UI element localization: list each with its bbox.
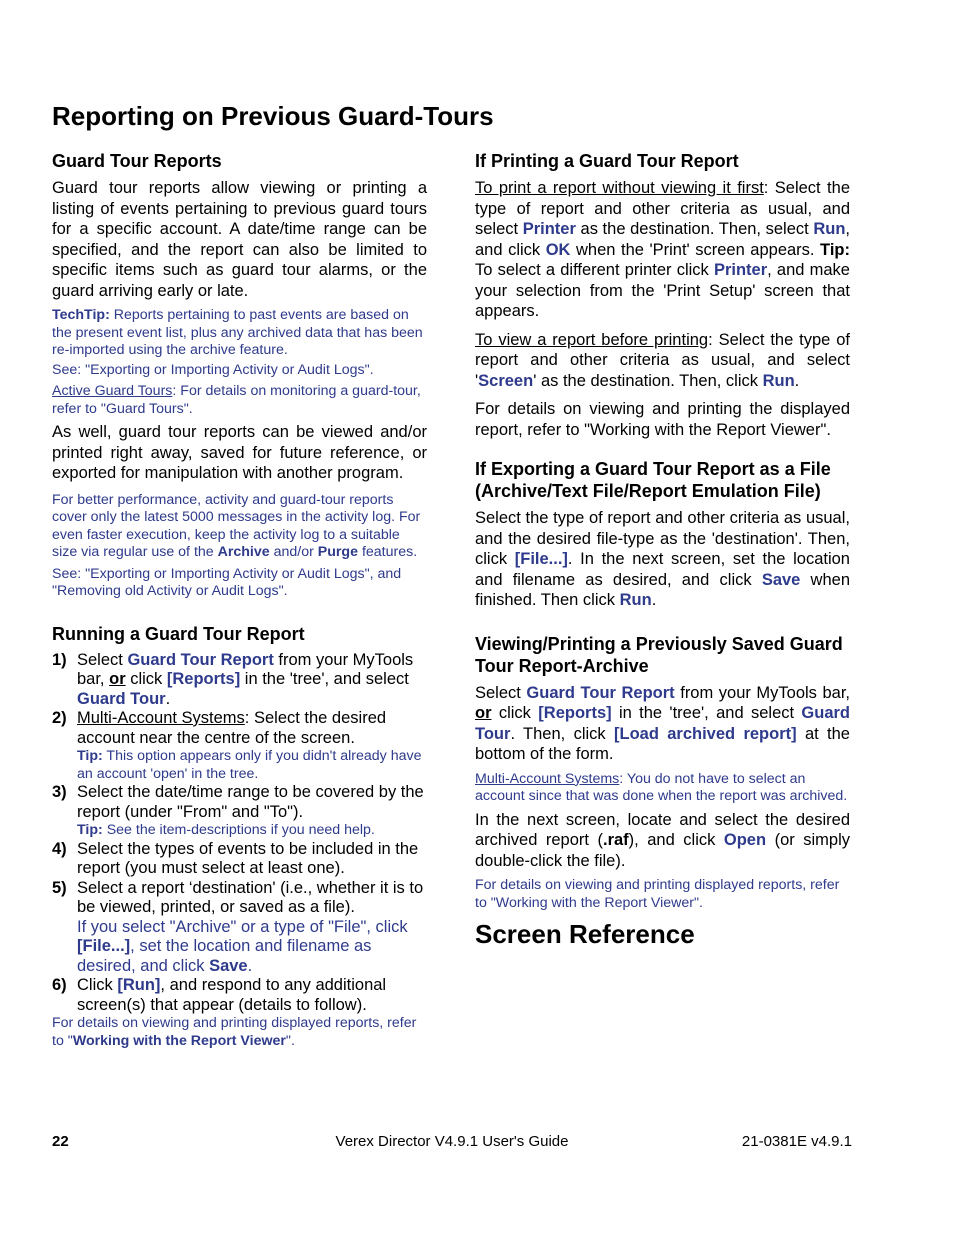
printing-heading: If Printing a Guard Tour Report <box>475 151 739 171</box>
step-number: 3) <box>52 783 67 801</box>
step-3-tip <box>77 822 427 840</box>
step-5 <box>52 879 427 977</box>
archive-keyword: Archive <box>217 544 270 560</box>
left-column <box>52 150 427 1054</box>
active-guard-tours-text: : For details on monitoring a guard-tour, refer to "Guard Tours". <box>52 383 421 417</box>
performance-note <box>52 492 427 562</box>
step-number: 1) <box>52 650 67 669</box>
techtip-label: TechTip: <box>52 307 110 323</box>
step-3 <box>52 783 427 840</box>
multi-account-link[interactable]: Multi-Account Systems <box>77 709 245 727</box>
run-keyword: Run <box>762 371 795 390</box>
step-1 <box>52 651 427 710</box>
load-archived-report-keyword: [Load archived report] <box>614 724 797 743</box>
step-number: 2) <box>52 709 67 727</box>
step-2-tip <box>77 748 427 783</box>
guard-tour-report-keyword: Guard Tour Report <box>127 650 274 669</box>
report-viewer-note-right: For details on viewing and printing displayed reports, refer to "Working with the Report Viewer". <box>475 877 840 911</box>
reports-keyword: [Reports] <box>538 704 612 722</box>
print-without-viewing: To print a report without viewing it first: Select the type of report and other criteria as usual, and select Printer as the destination. Then, select Run, and click OK when the 'Print' screen appears. Tip: To select a different printer click Printer, and make your selection from the 'Print Setup' screen that appears. <box>475 179 850 320</box>
step-text: click <box>125 670 167 688</box>
step-text: from your MyTools bar, <box>77 650 414 688</box>
footer-doc-number: 21-0381E v4.9.1 <box>741 1133 852 1150</box>
right-column <box>475 150 850 950</box>
viewer-note-text: For details on viewing and printing displayed reports, refer to " <box>52 1015 417 1049</box>
guard-tour-reports-usage: As well, guard tour reports can be viewed and/or printed right away, saved for future reference, or exported for manipulation with another program. <box>52 423 427 482</box>
file-note-text: , set the location and filename as desired, and click <box>77 937 372 975</box>
guard-tour-reports-heading: Guard Tour Reports <box>52 151 222 171</box>
guard-tour-keyword: Guard Tour <box>77 689 166 708</box>
tip-label: Tip: <box>820 240 850 259</box>
viewing-archive-text: Select Guard Tour Report from your MyTools bar, or click [Reports] in the 'tree', and select Guard Tour. Then, click [Load archived report] at the bottom of the form. <box>475 683 851 763</box>
report-viewer-note <box>52 1015 427 1050</box>
open-archive-text: In the next screen, locate and select the desired archived report (.raf), and click Open (or simply double-click the file). <box>475 810 850 870</box>
perf-text-b: and/or <box>269 544 318 560</box>
printer-keyword: Printer <box>713 261 768 279</box>
save-keyword: Save <box>209 956 248 975</box>
view-before-printing-link: To view a report before printing <box>475 330 709 349</box>
file-keyword: [File...] <box>77 937 131 955</box>
reports-keyword: [Reports] <box>166 670 241 688</box>
run-keyword: [Run] <box>117 976 161 994</box>
or-emphasis: or <box>475 704 492 722</box>
step-number: 5) <box>52 878 67 897</box>
step-5-file-note <box>77 918 427 977</box>
tip-label: Tip: <box>77 822 103 838</box>
step-number: 6) <box>52 976 67 994</box>
guard-tour-report-keyword: Guard Tour Report <box>526 683 675 702</box>
step-text: Select <box>77 650 128 669</box>
page-title: Reporting on Previous Guard-Tours <box>52 101 494 131</box>
step-4 <box>52 840 427 879</box>
page-footer <box>52 1133 852 1153</box>
step-text: Select the date/time range to be covered by the report (under "From" and "To"). <box>77 783 424 821</box>
see-note-1: See: "Exporting or Importing Activity or Audit Logs". <box>52 361 374 378</box>
save-keyword: Save <box>761 570 801 589</box>
active-guard-tours-link[interactable]: Active Guard Tours <box>52 383 173 399</box>
perf-text-a: For better performance, activity and guard-tour reports cover only the latest 5000 messages in the activity log. For even faster execution, keep the activity log to a suitable size via regular use of the <box>52 491 421 560</box>
open-keyword: Open <box>723 831 767 849</box>
running-report-heading: Running a Guard Tour Report <box>52 623 305 644</box>
exporting-heading: If Exporting a Guard Tour Report as a File (Archive/Text File/Report Emulation File) <box>475 459 831 501</box>
or-emphasis: or <box>109 670 126 688</box>
step-text: Select the types of events to be included in the report (you must select at least one). <box>77 839 419 877</box>
file-note-text: If you select "Archive" or a type of "File", click <box>77 917 408 936</box>
screen-reference-heading: Screen Reference <box>475 919 695 949</box>
step-text: Select a report ‘destination' (i.e., whether it is to be viewed, printed, or saved as a file). <box>77 878 424 916</box>
ok-keyword: OK <box>545 240 571 259</box>
purge-keyword: Purge <box>317 544 358 560</box>
run-keyword: Run <box>619 591 652 609</box>
print-without-viewing-link: To print a report without viewing it first <box>475 179 764 197</box>
multi-account-link[interactable]: Multi-Account Systems <box>475 770 620 787</box>
techtip-text: Reports pertaining to past events are based on the present event list, plus any archived data that has been re-imported using the archive feature. <box>52 307 423 358</box>
guard-tour-reports-intro: Guard tour reports allow viewing or printing a listing of events pertaining to previous guard tours for a specific account. A date/time range can be specified, and the report can also be limited to specific items such as guard tour alarms, or the guard arriving early or late. <box>52 179 427 300</box>
footer-guide-title: Verex Director V4.9.1 User's Guide <box>335 1133 569 1150</box>
active-guard-tours-note <box>52 383 427 418</box>
view-before-printing: To view a report before printing: Select the type of report and other criteria as usual, and select 'Screen' as the destination. Then, click Run. <box>475 330 850 390</box>
page-number: 22 <box>52 1133 69 1150</box>
step-text: Click <box>77 976 118 994</box>
techtip-note <box>52 307 427 360</box>
perf-text-c: features. <box>358 544 418 560</box>
tip-text: This option appears only if you didn't already have an account 'open' in the tree. <box>77 748 422 782</box>
running-steps <box>52 651 427 1016</box>
step-2 <box>52 709 427 783</box>
file-keyword: [File...] <box>514 550 568 568</box>
run-keyword: Run <box>813 220 846 238</box>
tip-text: See the item-descriptions if you need help. <box>102 822 375 838</box>
see-note-2: See: "Exporting or Importing Activity or Audit Logs", and "Removing old Activity or Audit Logs". <box>52 565 402 599</box>
note-text: : You do not have to select an account since that was done when the report was archived. <box>475 770 848 804</box>
step-number: 4) <box>52 839 67 858</box>
multi-account-archive-note <box>475 771 850 806</box>
step-text: in the 'tree', and select <box>240 670 409 688</box>
viewing-archive-heading: Viewing/Printing a Previously Saved Guard Tour Report-Archive <box>475 633 843 676</box>
step-text: : Select the desired account near the centre of the screen. <box>77 709 387 747</box>
report-viewer-keyword: Working with the Report Viewer <box>72 1032 286 1049</box>
printer-keyword: Printer <box>522 220 576 238</box>
tip-label: Tip: <box>77 748 103 764</box>
guard-tour-keyword: Guard Tour <box>475 704 851 743</box>
step-text: . <box>165 689 171 708</box>
step-text: , and respond to any additional screen(s) that appear (details to follow). <box>77 976 387 1014</box>
raf-extension: .raf <box>602 831 629 849</box>
file-note-text: . <box>247 956 253 975</box>
step-6 <box>52 976 427 1015</box>
printing-details: For details on viewing and printing the displayed report, refer to "Working with the Report Viewer". <box>475 400 850 439</box>
screen-keyword: Screen <box>478 371 534 390</box>
exporting-text: Select the type of report and other criteria as usual, and the desired file-type as the 'destination'. Then, click [File...]. In the next screen, set the location and filename as desired, and click Save when finished. Then click Run. <box>475 509 851 609</box>
viewer-note-text: ". <box>285 1032 295 1049</box>
